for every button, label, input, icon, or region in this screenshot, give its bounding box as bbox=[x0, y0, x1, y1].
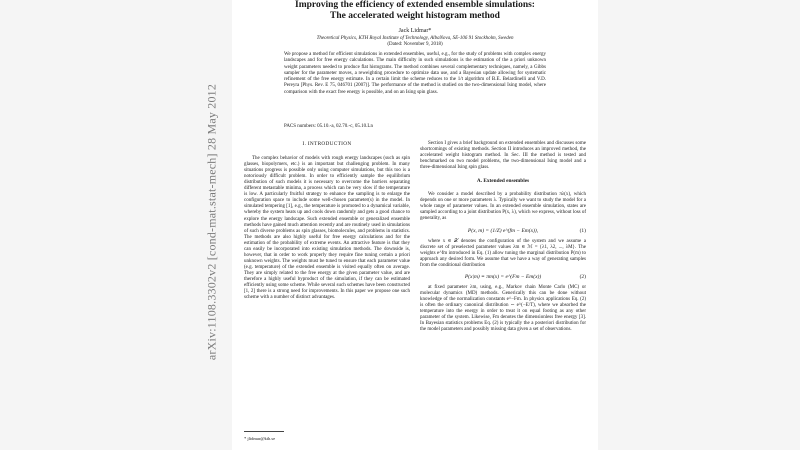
equation-1-number: (1) bbox=[579, 227, 586, 234]
pacs-numbers: PACS numbers: 05.10.-a, 02.70.-c, 05.10.Ln bbox=[284, 124, 373, 129]
intro-paragraph: The complex behavior of models with rough energy landscapes (such as spin glasses, biopolymers, etc.) is an important but challenging problem. In many situations progress is possible only using computer simulations, but this too is a notoriously difficult problem. In order to efficiently sample the equilibrium distribution of such models it is necessary to overcome the barriers separating different metastable minima, a process which can be very slow if the temperature is low. A particularly fruitful strategy to enhance the sampling is to enlarge the configuration space to include some well-chosen parameter(s) in the model. In simulated tempering [1], e.g., the temperature is promoted to a dynamical variable, whereby the system heats up and cools down randomly and gets a good chance to explore the energy landscape. Such extended ensemble or generalized ensemble methods have gained much attention recently and are routinely used in simulations of such diverse problems as spin glasses, biomolecules, and problems in statistics. The methods are also highly useful for free energy calculations and for the estimation of the probability of extreme events. An attractive feature is that they can easily be incorporated into existing simulation methods. The downside is, however, that in order to work properly they require fine tuning certain a priori unknown weights. The weights must be tuned to ensure that each parameter value (e.g. temperature) of the extended ensemble is visited equally often on average. They are simply related to the free energy at the given parameter value, and are therefore a highly useful byproduct of the simulation, if they can be estimated efficiently using some scheme. While several such schemes have been constructed [1, 2] there is a strong need for improvements. In this paper we propose one such scheme with a number of distinct advantages. bbox=[244, 156, 410, 301]
equation-2 bbox=[420, 274, 586, 280]
extended-ensembles-paragraph-2: where x ∈ 𝒳 denotes the configuration of the system and we assume a discrete set of preselected parameter values λm ∈ ℳ = {λ1, λ2, ..., λM}. The weights e^fm introduced in Eq. (1) allow tuning the marginal distribution P(m) to approach any desired form. We assume that we have a way of generating samples from the conditional distribution bbox=[420, 238, 586, 268]
extended-ensembles-paragraph-3: at fixed parameter λm, using, e.g., Markov chain Monte Carlo (MC) or molecular dynamics (MD) methods. Generically this can be done without knowledge of the normalization constants e^−Fm. In physics applications Eq. (2) is often the ordinary canonical distribution ∼ e^(−E/T), where we absorbed the temperature into the energy in order to treat it on equal footing as any other parameter of the system. Likewise, Fm denotes the dimensionless free energy [3]. In Bayesian statistics problems Eq. (2) is typically the a posteriori distribution for the model parameters and possibly missing data given a set of observations. bbox=[420, 284, 586, 333]
left-column bbox=[244, 141, 410, 301]
equation-2-number: (2) bbox=[579, 273, 586, 280]
equation-1 bbox=[420, 228, 586, 234]
footnote-rule bbox=[244, 431, 284, 432]
subsection-heading-extended-ensembles: A. Extended ensembles bbox=[476, 178, 530, 185]
right-column bbox=[420, 141, 586, 333]
extended-ensembles-paragraph-1: We consider a model described by a probability distribution πλ(x), which depends on one or more parameters λ. Typically we want to study the model for a whole range of parameter values. In an extended ensemble simulation, states are sampled according to a joint distribution P(x, λ), which we express, without loss of generality, as bbox=[420, 192, 587, 222]
date-line: (Dated: November 9, 2018) bbox=[387, 42, 443, 47]
overview-paragraph: Section I gives a brief background on extended ensembles and discusses some shortcomings of existing methods. Section II introduces an improved method, the accelerated weight histogram method. In Sec. III the method is tested and benchmarked on two model problems, the two-dimensional Ising model and a three-dimensional Ising spin glass. bbox=[420, 141, 586, 171]
equation-2-body: P(x|m) ≡ πm(x) = e^(Fm − Em(x)) bbox=[464, 273, 542, 280]
footnote-email: * jlidmar@kth.se bbox=[244, 436, 276, 441]
title-line-1: Improving the efficiency of extended ensemble simulations: bbox=[295, 0, 535, 10]
equation-1-body: P(x, m) = (1/Z) e^(fm − Em(x)), bbox=[467, 227, 539, 234]
abstract: We propose a method for efficient simulations in extended ensembles, useful, e.g., for the study of problems with complex energy landscapes and for free energy calculations. The main difficulty in such simulations is the estimation of the a priori unknown weight parameters needed to produce flat histograms. The method combines several complementary techniques, namely, a Gibbs sampler for the parameter moves, a reweighting procedure to optimize data use, and a Bayesian update allowing for systematic refinement of the free energy estimate. In a certain limit the scheme reduces to the 1/t algorithm of B.E. Belardinelli and V.D. Pereyra [Phys. Rev. E 75, 046701 (2007)]. The performance of the method is studied on the two-dimensional Ising model, where comparison with the exact free energy is possible, and on an Ising spin glass. bbox=[284, 52, 546, 95]
paper-page bbox=[232, 0, 598, 450]
author-affiliation: Theoretical Physics, KTH Royal Institute of Technology, AlbaNova, SE-106 91 Stockholm, Sweden bbox=[316, 36, 514, 41]
title-line-2: The accelerated weight histogram method bbox=[330, 11, 500, 21]
paper-title bbox=[232, 0, 598, 22]
author-name: Jack Lidmar* bbox=[398, 28, 432, 34]
section-heading-introduction: I. INTRODUCTION bbox=[302, 141, 352, 147]
arxiv-identifier: arXiv:1108.3302v2 [cond-mat.stat-mech] 28 May 2012 bbox=[204, 83, 219, 361]
